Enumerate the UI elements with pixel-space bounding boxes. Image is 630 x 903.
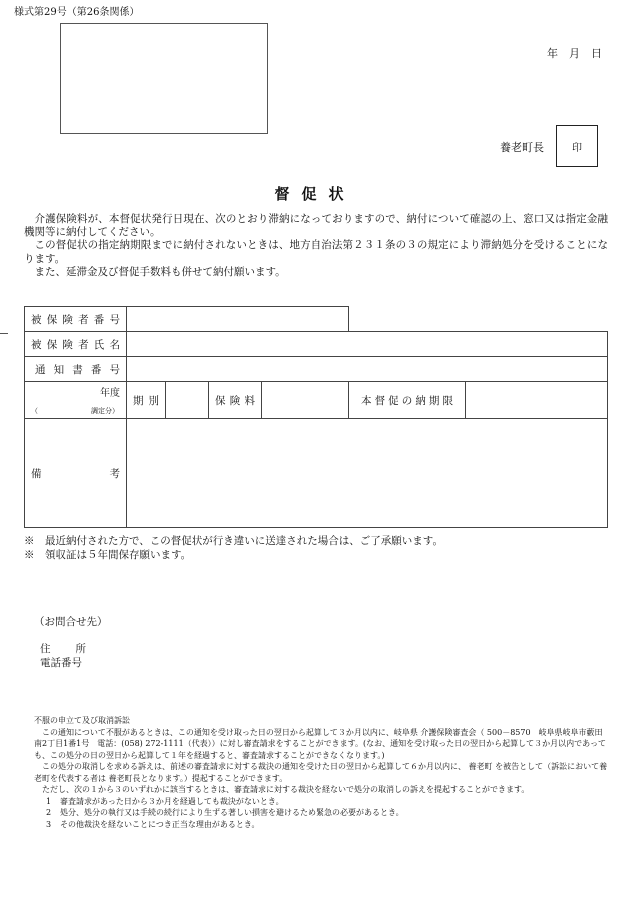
insured-name-label: 被保険者氏名 bbox=[25, 332, 127, 357]
insured-name-value bbox=[127, 332, 608, 357]
address-label-a: 住 bbox=[40, 643, 51, 655]
insured-number-value bbox=[127, 307, 349, 332]
appeal-paragraph-1: この通知について不服があるときは、この通知を受け取った日の翌日から起算して３か月以内に、岐阜県 介護保険審査会（ 500－8570 岐阜県岐阜市藪田南2丁目1番1号 電話：(058) 272-1111（代表））に対し審査請求をすることができます。(なお、通知を受け取った日の翌日から起算して３か月以内であっても、この処分の日の翌日から起算して１年を経過すると、審査請求することができなくなります。) bbox=[34, 727, 607, 760]
premium-label: 保険料 bbox=[209, 382, 262, 419]
body-paragraph-1: 介護保険料が、本督促状発行日現在、次のとおり滞納になっておりますので、納付について確認の上、窓口又は指定金融機関等に納付してください。 bbox=[24, 213, 608, 239]
form-number: 様式第29号（第26条関係） bbox=[14, 7, 140, 18]
appeal-item-text: 処分、処分の執行又は手続の続行により生ずる著しい損害を避けるため緊急の必要があるとき。 bbox=[60, 808, 404, 817]
seal-box bbox=[556, 125, 598, 167]
premium-value bbox=[262, 382, 349, 419]
remarks-label-cell bbox=[25, 419, 127, 528]
appeal-paragraph-3: ただし、次の１から３のいずれかに該当するときは、審査請求に対する裁決を経ないで処分の取消しの訴えを提起することができます。 bbox=[42, 785, 530, 794]
issuer-name: 養老町長 bbox=[500, 141, 544, 154]
address-label-b: 所 bbox=[75, 643, 86, 655]
address-label bbox=[40, 642, 86, 656]
notice-number-label: 通知書番号 bbox=[25, 357, 127, 382]
appeal-heading: 不服の申立て及び取消訴訟 bbox=[34, 716, 130, 725]
phone-label: 電話番号 bbox=[40, 657, 82, 669]
period-label: 期別 bbox=[127, 382, 166, 419]
fold-mark bbox=[0, 333, 8, 334]
insured-number-label: 被保険者番号 bbox=[25, 307, 127, 332]
note-1: ※ 最近納付された方で、この督促状が行き違いに送達された場合は、ご了承願います。 bbox=[24, 535, 443, 547]
appeal-item bbox=[34, 807, 608, 819]
body-paragraph-3: また、延滞金及び督促手数料も併せて納付願います。 bbox=[34, 265, 286, 278]
appeal-item-number: 3 bbox=[46, 819, 52, 829]
date-line: 年 月 日 bbox=[547, 47, 602, 60]
body-paragraph-2: この督促状の指定納期限までに納付されないときは、地方自治法第２３１条の３の規定により滞納処分を受けることになります。 bbox=[24, 239, 608, 265]
appeal-item bbox=[34, 796, 608, 808]
appeal-paragraph-2: この処分の取消しを求める訴えは、前述の審査請求に対する裁決の通知を受けた日の翌日から起算して６か月以内に、 養老町 を被告として（訴訟において養老町を代表する者は 養老町長となります。）提起することができます。 bbox=[34, 762, 608, 783]
note-2: ※ 領収証は５年間保存願います。 bbox=[24, 548, 192, 561]
contact-heading: （お問合せ先） bbox=[34, 616, 108, 628]
adjustment-label bbox=[31, 406, 119, 416]
blank-cell bbox=[349, 307, 608, 332]
appeal-item-text: 審査請求があった日から３か月を経過しても裁決がないとき。 bbox=[60, 796, 284, 806]
due-date-value bbox=[466, 382, 608, 419]
appeal-item bbox=[34, 819, 608, 831]
due-date-label: 本督促の納期限 bbox=[349, 382, 466, 419]
notes bbox=[24, 535, 443, 562]
arrears-table bbox=[24, 306, 608, 528]
notice-number-value bbox=[127, 357, 608, 382]
adjustment-open: （ bbox=[31, 407, 38, 415]
appeal-notice bbox=[34, 715, 608, 830]
address-window-box bbox=[60, 23, 268, 134]
appeal-item-number: 1 bbox=[46, 796, 52, 806]
seal-label: 印 bbox=[572, 142, 582, 154]
contact-block bbox=[40, 642, 86, 670]
remarks-label bbox=[25, 466, 126, 481]
remarks-value bbox=[127, 419, 608, 528]
document-title: 督促状 bbox=[274, 185, 356, 203]
remarks-label-right: 考 bbox=[109, 467, 120, 480]
fiscal-year-label: 年度 bbox=[100, 388, 120, 399]
fiscal-year-cell bbox=[25, 382, 127, 419]
body-text bbox=[24, 213, 608, 279]
appeal-item-text: その他裁決を経ないことにつき正当な理由があるとき。 bbox=[60, 819, 260, 829]
appeal-item-number: 2 bbox=[46, 808, 52, 817]
adjustment-close: 調定分） bbox=[91, 407, 119, 415]
period-value bbox=[166, 382, 209, 419]
remarks-label-left: 備 bbox=[31, 467, 42, 480]
